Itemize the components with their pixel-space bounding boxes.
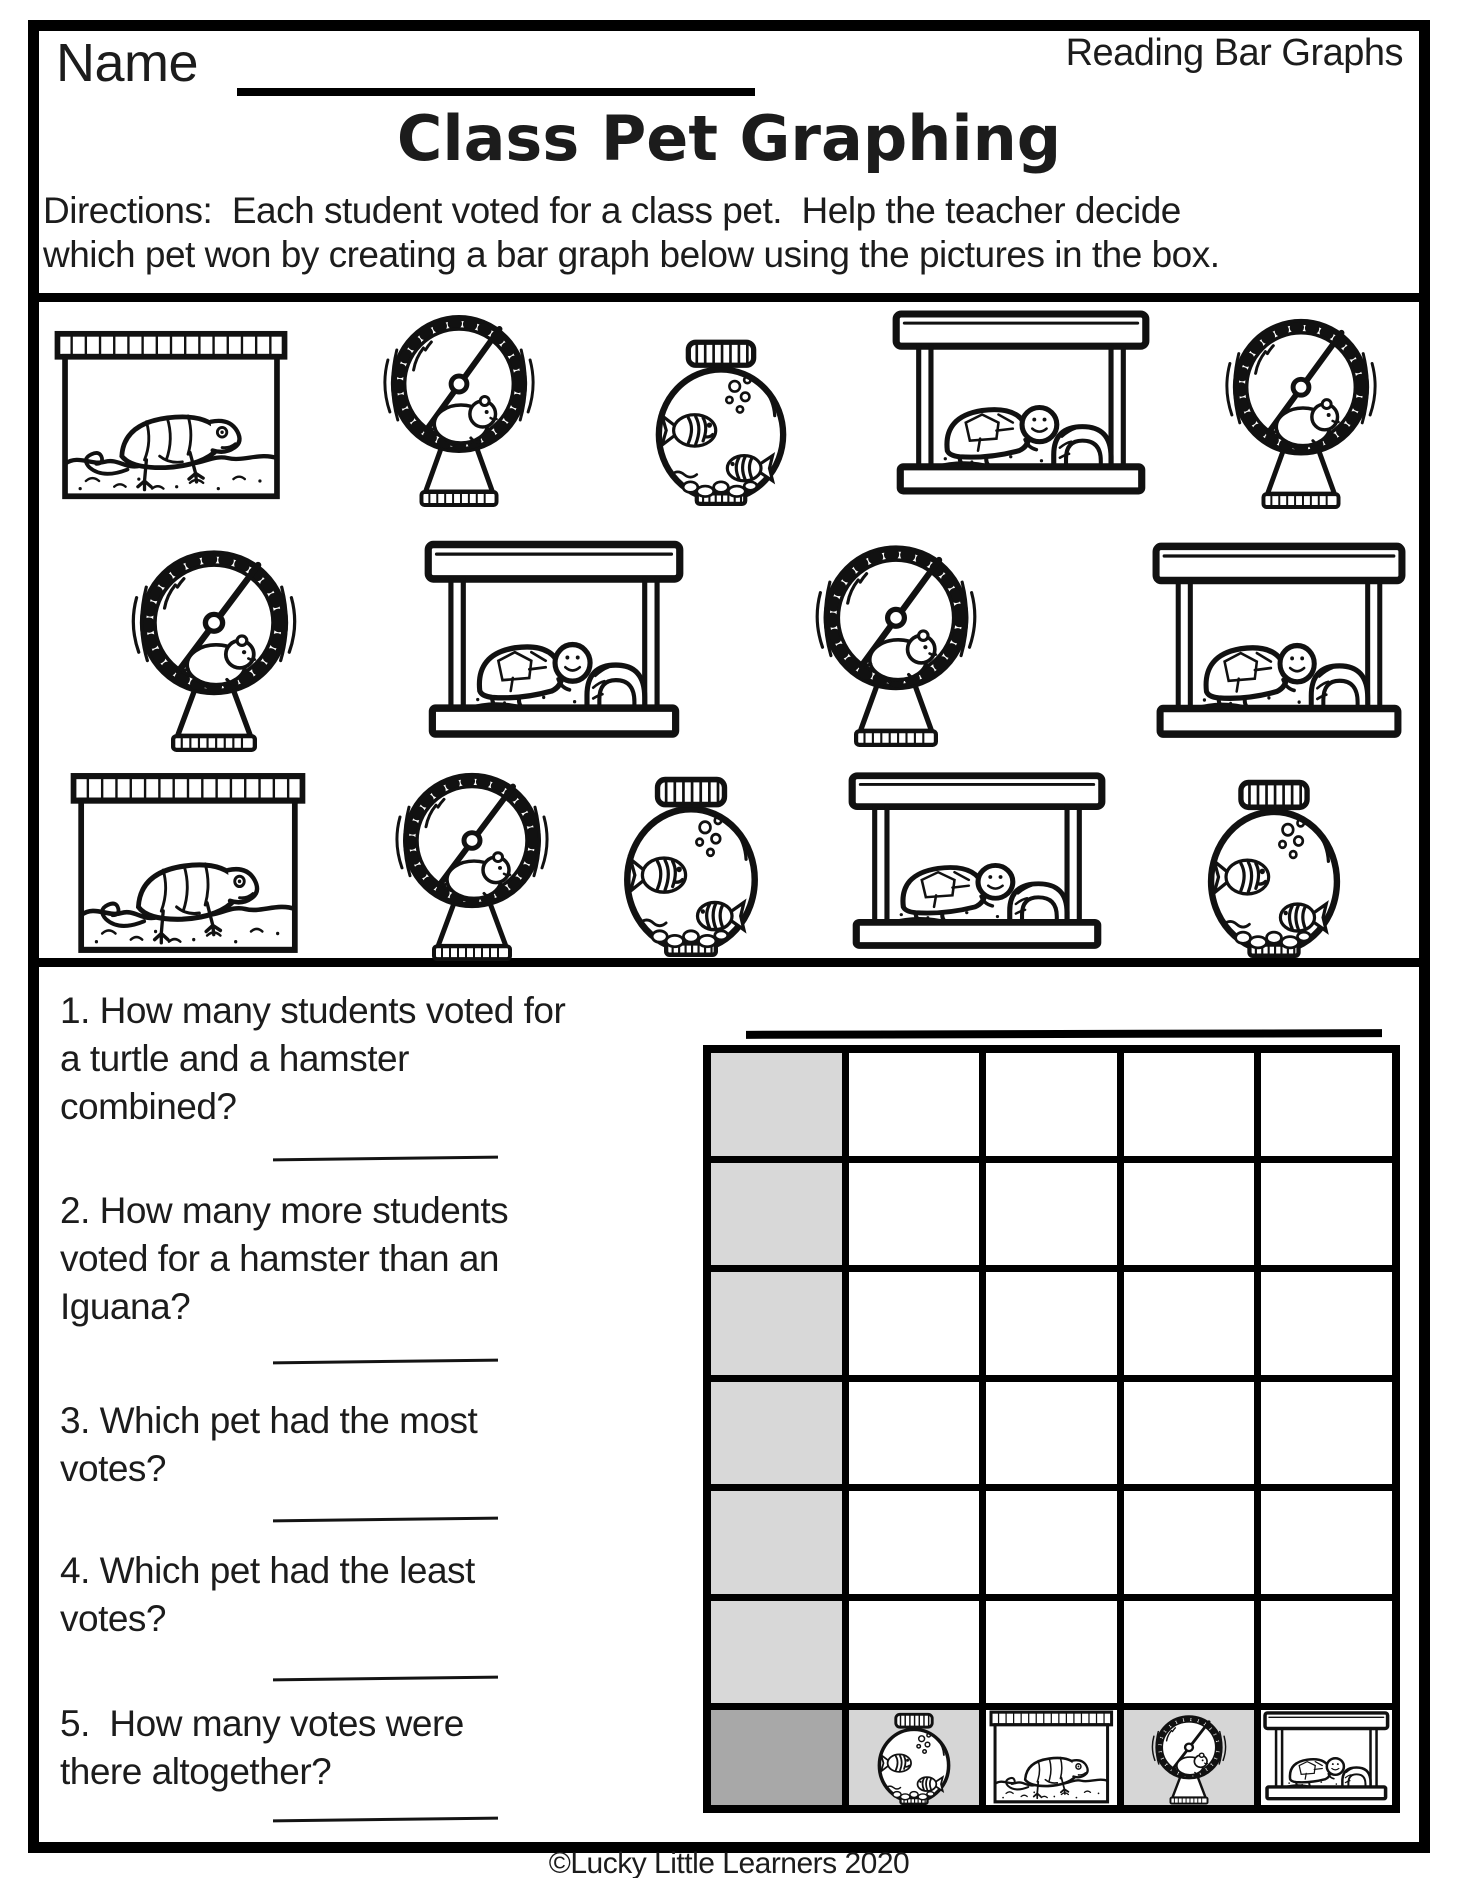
- hamster-wheel-icon: [380, 308, 538, 508]
- fish-bowl-icon: [610, 775, 772, 957]
- grid-cell-r4-c1[interactable]: [849, 1382, 980, 1485]
- grid-cell-r3-c3[interactable]: [1124, 1272, 1255, 1375]
- turtle-tank-icon: [1148, 540, 1410, 748]
- worksheet-series-label: Reading Bar Graphs: [1065, 32, 1403, 74]
- grid-corner-cell: [711, 1710, 842, 1805]
- grid-cell-r1-c3[interactable]: [1124, 1053, 1255, 1156]
- grid-cell-r2-c4[interactable]: [1261, 1163, 1392, 1266]
- grid-cell-r3-c2[interactable]: [986, 1272, 1117, 1375]
- pets-box-bottom-rule: [39, 958, 1419, 967]
- directions-line-1: Directions: Each student voted for a class pet. Help the teacher decide: [43, 190, 1181, 231]
- page-title: Class Pet Graphing: [396, 102, 1062, 175]
- question-5-line-2: there altogether?: [60, 1751, 332, 1792]
- grid-row-header-r5: [711, 1491, 842, 1594]
- grid-cell-r1-c4[interactable]: [1261, 1053, 1392, 1156]
- grid-cell-r6-c3[interactable]: [1124, 1601, 1255, 1704]
- fish-bowl-icon: [1194, 778, 1354, 958]
- grid-cell-r5-c3[interactable]: [1124, 1491, 1255, 1594]
- question-2-line-2: voted for a hamster than an: [60, 1238, 499, 1279]
- pets-box-top-rule: [39, 293, 1419, 302]
- column-label-turtle: [1261, 1710, 1392, 1805]
- grid-cell-r4-c4[interactable]: [1261, 1382, 1392, 1485]
- question-1-line-1: 1. How many students voted for: [60, 990, 566, 1031]
- grid-cell-r1-c2[interactable]: [986, 1053, 1117, 1156]
- grid-cell-r6-c2[interactable]: [986, 1601, 1117, 1704]
- iguana-terrarium-icon: [48, 330, 294, 502]
- hamster-wheel-icon: [392, 766, 552, 962]
- grid-cell-r5-c2[interactable]: [986, 1491, 1117, 1594]
- question-3-line-2: votes?: [60, 1448, 167, 1489]
- turtle-tank-icon: [844, 770, 1110, 958]
- question-5-line-1: 5. How many votes were: [60, 1703, 464, 1744]
- question-2-line-3: Iguana?: [60, 1286, 191, 1327]
- column-label-fish: [849, 1710, 980, 1805]
- hamster-wheel-icon: [1222, 312, 1380, 510]
- turtle-tank-icon: [1261, 1710, 1392, 1805]
- grid-row-header-r3: [711, 1272, 842, 1375]
- question-1-line-2: a turtle and a hamster: [60, 1038, 409, 1079]
- grid-row-header-r2: [711, 1163, 842, 1266]
- hamster-wheel-icon: [812, 538, 980, 748]
- hamster-wheel-icon: [1150, 1712, 1228, 1805]
- question-3-line-1: 3. Which pet had the most: [60, 1400, 478, 1441]
- question-2-line-1: 2. How many more students: [60, 1190, 509, 1231]
- grid-cell-r5-c1[interactable]: [849, 1491, 980, 1594]
- iguana-terrarium-icon: [986, 1710, 1117, 1805]
- turtle-tank-icon: [420, 538, 688, 748]
- bar-graph-grid: [703, 1045, 1400, 1813]
- copyright-footer: ©Lucky Little Learners 2020: [548, 1847, 910, 1878]
- name-blank-line[interactable]: [237, 88, 755, 96]
- grid-row-header-r4: [711, 1382, 842, 1485]
- question-4-line-1: 4. Which pet had the least: [60, 1550, 475, 1591]
- directions-line-2: which pet won by creating a bar graph below using the pictures in the box.: [43, 234, 1220, 275]
- fish-bowl-icon: [642, 338, 800, 506]
- graph-title-blank[interactable]: [746, 1029, 1382, 1039]
- grid-cell-r2-c3[interactable]: [1124, 1163, 1255, 1266]
- hamster-wheel-icon: [128, 543, 300, 753]
- turtle-tank-icon: [888, 308, 1154, 504]
- grid-cell-r6-c1[interactable]: [849, 1601, 980, 1704]
- grid-cell-r3-c4[interactable]: [1261, 1272, 1392, 1375]
- grid-cell-r4-c2[interactable]: [986, 1382, 1117, 1485]
- grid-cell-r2-c2[interactable]: [986, 1163, 1117, 1266]
- question-1-line-3: combined?: [60, 1086, 237, 1127]
- name-label: Name: [56, 33, 199, 93]
- grid-cell-r5-c4[interactable]: [1261, 1491, 1392, 1594]
- question-4-line-2: votes?: [60, 1598, 167, 1639]
- grid-row-header-r1: [711, 1053, 842, 1156]
- grid-cell-r6-c4[interactable]: [1261, 1601, 1392, 1704]
- grid-cell-r2-c1[interactable]: [849, 1163, 980, 1266]
- fish-bowl-icon: [870, 1712, 958, 1805]
- grid-row-header-r6: [711, 1601, 842, 1704]
- column-label-iguana: [986, 1710, 1117, 1805]
- grid-cell-r1-c1[interactable]: [849, 1053, 980, 1156]
- iguana-terrarium-icon: [64, 772, 312, 956]
- grid-cell-r4-c3[interactable]: [1124, 1382, 1255, 1485]
- grid-cell-r3-c1[interactable]: [849, 1272, 980, 1375]
- column-label-hamster: [1124, 1710, 1255, 1805]
